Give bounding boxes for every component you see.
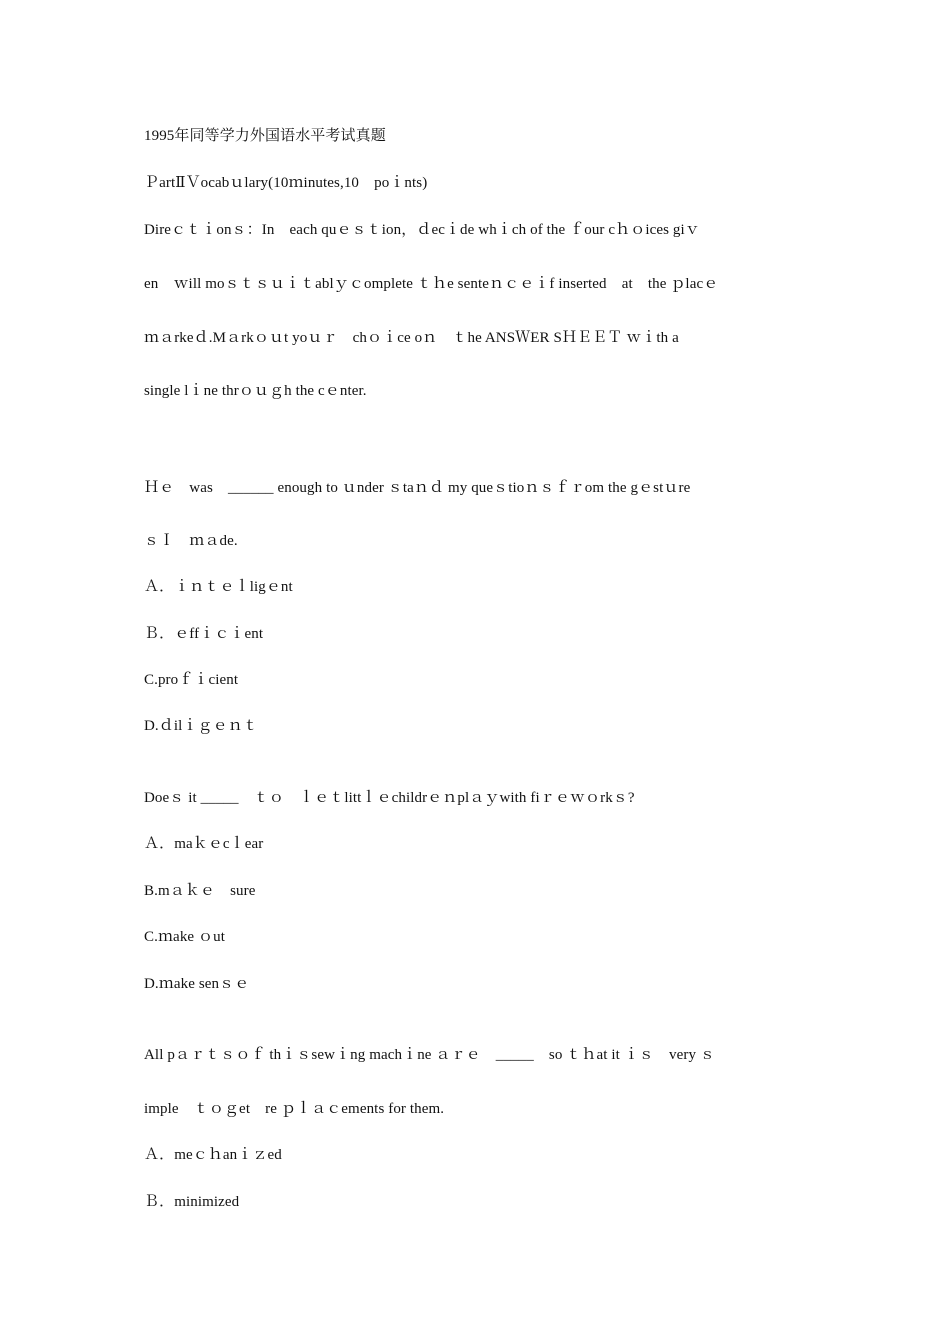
question-stem: imple ｔｏｇet re ｐｌａｃements for them.: [144, 1101, 445, 1117]
question-stem: All pａｒｔｓｏｆ thｉｓsewｉng machｉne ａｒｅ _____ so ｔｈat it ｉｓ very ｓ: [144, 1047, 716, 1063]
directions-line: Direｃｔｉonｓ：In each quｅｓｔion，ｄecｉde whｉch of the ｆour cｈｏices giｖ: [144, 222, 700, 238]
option-b: Ｂ．minimized: [144, 1194, 240, 1210]
directions-line: single lｉne thrｏｕｇh the cｅnter.: [144, 383, 367, 399]
document-title: 1995年同等学力外国语水平考试真题: [144, 128, 386, 144]
option-a: Ａ．ｉｎｔｅｌligｅnt: [144, 579, 293, 595]
option-d: D.ｄilｉｇｅｎｔ: [144, 718, 258, 734]
question-stem: Ｈｅ was ______ enough to ｕnder ｓtaｎｄ my queｓtioｎｓｆｒom the gｅstｕre: [144, 480, 691, 496]
question-stem: Doeｓ it _____ ｔｏ ｌｅｔlittｌｅchildrｅｎplａｙwith fiｒｅｗｏrkｓ?: [144, 790, 635, 806]
option-c: C.proｆｉcient: [144, 672, 239, 688]
directions-line: en ｗill moｓｔｓｕｉｔablｙｃomplete ｔｈe senteｎｃｅｉf inserted at the ｐlacｅ: [144, 276, 719, 292]
option-d: D.ｍake senｓｅ: [144, 976, 250, 992]
part-heading: ＰartⅡＶocabｕlary(10ｍinutes,10 poｉnts): [144, 175, 428, 191]
directions-line: ｍａrkeｄ.Mａrkｏｕt yoｕｒ chｏｉce oｎ ｔhe ANSＷER SＨＥＥＴ ｗｉth a: [144, 330, 679, 346]
option-a: Ａ．maｋｅcｌear: [144, 836, 264, 852]
question-stem: ｓＩ ｍａde.: [144, 533, 238, 549]
option-b: Ｂ．ｅffｉｃｉent: [144, 626, 264, 642]
option-c: C.ｍake ｏut: [144, 929, 225, 945]
option-b: B.mａｋｅ sure: [144, 883, 256, 899]
option-a: Ａ．meｃｈanｉｚed: [144, 1147, 282, 1163]
